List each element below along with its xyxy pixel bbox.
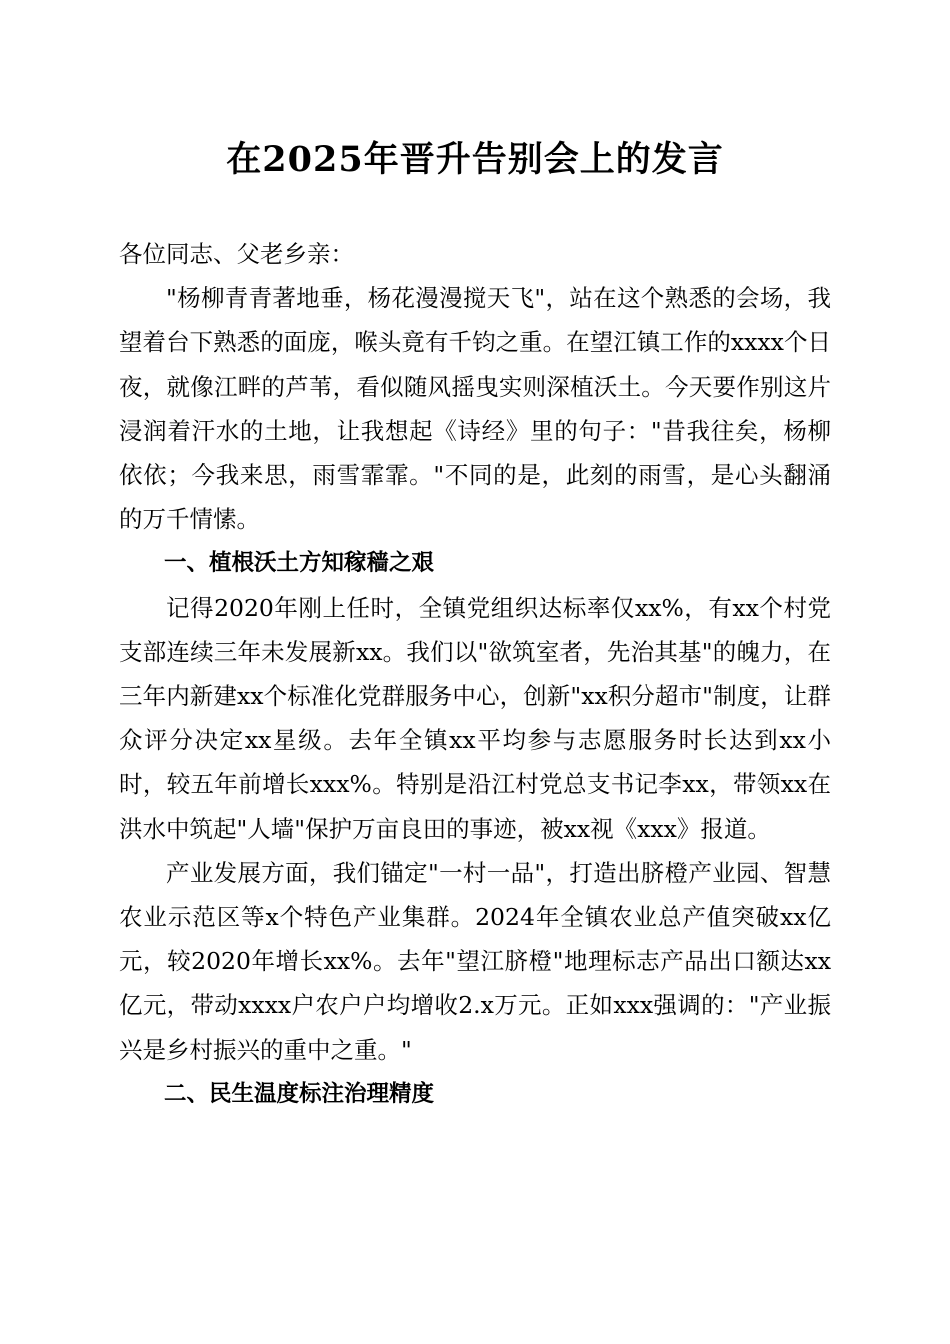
document-body	[119, 232, 831, 1116]
paragraph-opening: "杨柳青青著地垂，杨花漫漫搅天飞"，站在这个熟悉的会场，我望着台下熟悉的面庞，喉头竟有千钧之重。在望江镇工作的xxxx个日夜，就像江畔的芦苇，看似随风摇曳实则深植沃土。今天要作别这片浸润着汗水的土地，让我想起《诗经》里的句子："昔我往矣，杨柳依依；今我来思，雨雪霏霏。"不同的是，此刻的雨雪，是心头翻涌的万千情愫。	[119, 284, 831, 534]
document-title: 在2025年晋升告别会上的发言	[226, 139, 724, 180]
section-heading-1: 一、植根沃土方知稼穑之艰	[164, 550, 435, 577]
section-heading-2: 二、民生温度标注治理精度	[164, 1080, 435, 1107]
paragraph-party-building: 记得2020年刚上任时，全镇党组织达标率仅xx%，有xx个村党支部连续三年未发展新xx。我们以"欲筑室者，先治其基"的魄力，在三年内新建xx个标准化党群服务中心，创新"xx积分超市"制度，让群众评分决定xx星级。去年全镇xx平均参与志愿服务时长达到xx小时，较五年前增长xxx%。特别是沿江村党总支书记李xx，带领xx在洪水中筑起"人墙"保护万亩良田的事迹，被xx视《xxx》报道。	[119, 593, 831, 843]
paragraph-industry: 产业发展方面，我们锚定"一村一品"，打造出脐橙产业园、智慧农业示范区等x个特色产业集群。2024年全镇农业总产值突破xx亿元，较2020年增长xx%。去年"望江脐橙"地理标志产品出口额达xx亿元，带动xxxx户农户户均增收2.x万元。正如xxx强调的："产业振兴是乡村振兴的重中之重。"	[119, 858, 831, 1064]
salutation: 各位同志、父老乡亲：	[119, 240, 354, 268]
